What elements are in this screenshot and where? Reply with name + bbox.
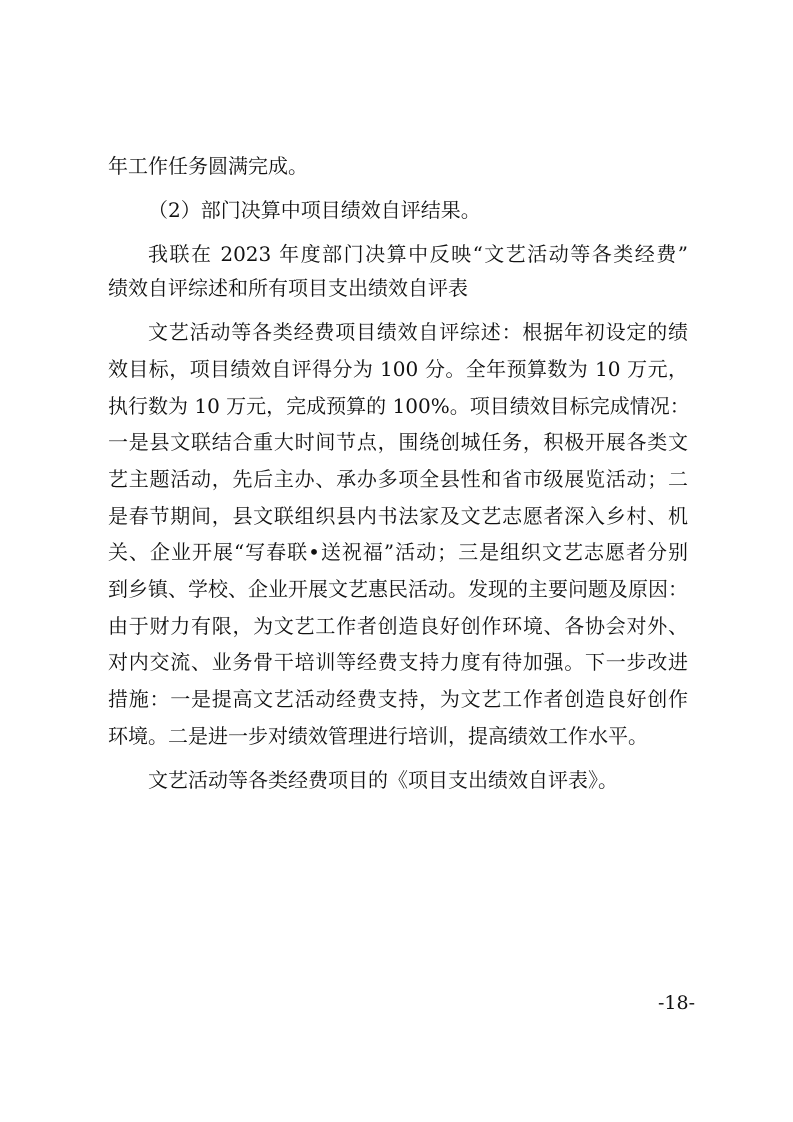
- page-number: -18-: [657, 992, 695, 1014]
- text-line-6: 效目标，项目绩效自评得分为 100 分。全年预算数为 10 万元，: [108, 357, 688, 381]
- text-line-12: 到乡镇、学校、企业开展文艺惠民活动。发现的主要问题及原因：: [108, 577, 688, 601]
- section-heading: （2）部门决算中项目绩效自评结果。: [148, 198, 481, 222]
- text-line-3: 我联在 2023 年度部门决算中反映“文艺活动等各类经费”: [148, 242, 688, 266]
- text-line-5: 文艺活动等各类经费项目绩效自评综述：根据年初设定的绩: [148, 320, 688, 344]
- text-line-9: 艺主题活动，先后主办、承办多项全县性和省市级展览活动；二: [108, 467, 688, 491]
- text-line-17: 文艺活动等各类经费项目的《项目支出绩效自评表》。: [148, 768, 618, 792]
- text-line-4: 绩效自评综述和所有项目支出绩效自评表: [108, 276, 468, 300]
- text-line-15: 措施：一是提高文艺活动经费支持，为文艺工作者创造良好创作: [108, 687, 688, 711]
- text-line-7: 执行数为 10 万元，完成预算的 100%。项目绩效目标完成情况：: [108, 394, 690, 418]
- text-line-11: 关、企业开展“写春联•送祝福”活动；三是组织文艺志愿者分别: [108, 540, 688, 564]
- text-line-8: 一是县文联结合重大时间节点，围绕创城任务，积极开展各类文: [108, 430, 688, 454]
- text-line-13: 由于财力有限，为文艺工作者创造良好创作环境、各协会对外、: [108, 614, 688, 638]
- text-line-10: 是春节期间，县文联组织县内书法家及文艺志愿者深入乡村、机: [108, 504, 688, 528]
- text-line-14: 对内交流、业务骨干培训等经费支持力度有待加强。下一步改进: [108, 650, 688, 674]
- text-line-1: 年工作任务圆满完成。: [108, 154, 308, 178]
- text-line-16: 环境。二是进一步对绩效管理进行培训，提高绩效工作水平。: [108, 724, 648, 748]
